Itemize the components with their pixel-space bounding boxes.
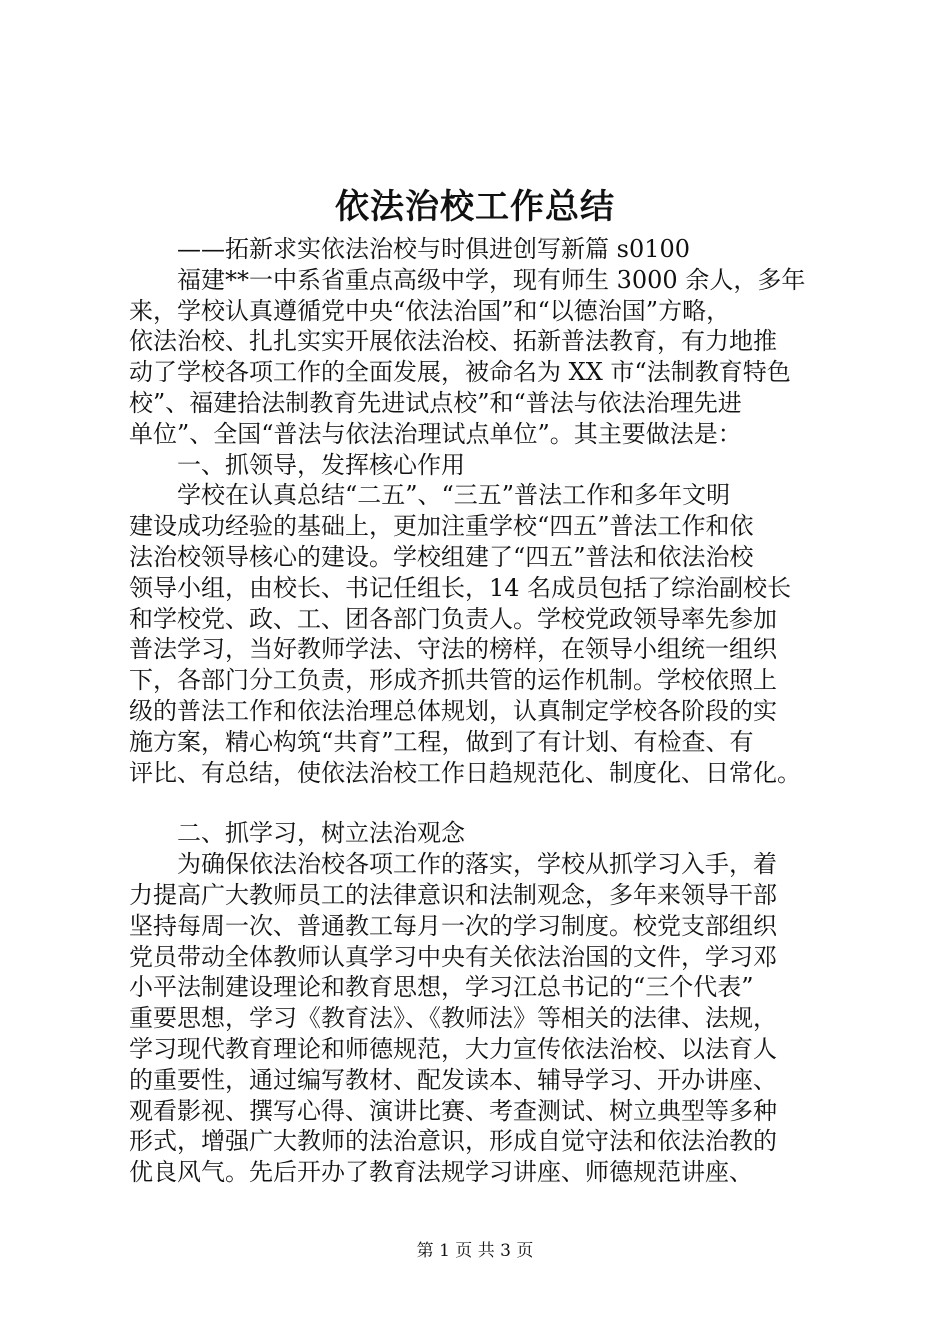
para2-line: 学校在认真总结“二五”、“三五”普法工作和多年文明 [177,481,731,510]
para3-line: 优良风气。先后开办了教育法规学习讲座、师德规范讲座、 [129,1158,753,1187]
para1-line: 单位”、全国“普法与依法治理试点单位”。其主要做法是： [129,419,742,448]
section-heading-1: 一、抓领导，发挥核心作用 [177,450,465,479]
para3-line: 观看影视、撰写心得、演讲比赛、考查测试、树立典型等多种 [129,1096,777,1125]
document-body [129,234,841,1188]
para1-line: 校”、福建拾法制教育先进试点校”和“普法与依法治理先进 [129,388,742,417]
para2-line: 法治校领导核心的建设。学校组建了“四五”普法和依法治校 [129,542,754,571]
para2-line: 下，各部门分工负责，形成齐抓共管的运作机制。学校依照上 [129,666,777,695]
para2-line: 级的普法工作和依法治理总体规划，认真制定学校各阶段的实 [129,696,777,725]
document-title: 依法治校工作总结 [335,187,615,227]
para1-line: 动了学校各项工作的全面发展，被命名为 XX 市“法制教育特色 [129,358,791,387]
para3-line: 形式，增强广大教师的法治意识，形成自觉守法和依法治教的 [129,1127,777,1156]
para1-line: 依法治校、扎扎实实开展依法治校、拓新普法教育，有力地推 [129,327,777,356]
para3-line: 重要思想，学习《教育法》、《教师法》等相关的法律、法规， [129,1004,777,1033]
section-heading-2: 二、抓学习，树立法治观念 [177,819,465,848]
para3-line: 的重要性，通过编写教材、配发读本、辅导学习、开办讲座、 [129,1065,777,1094]
para2-line: 和学校党、政、工、团各部门负责人。学校党政领导率先参加 [129,604,777,633]
para2-line: 施方案，精心构筑“共育”工程，做到了有计划、有检查、有 [129,727,754,756]
para2-line: 建设成功经验的基础上，更加注重学校“四五”普法工作和依 [129,512,754,541]
paragraph-gap [129,788,841,818]
para3-line: 为确保依法治校各项工作的落实，学校从抓学习入手，着 [177,850,777,879]
page-footer: 第 1 页 共 3 页 [416,1241,534,1261]
subtitle: ——拓新求实依法治校与时俱进创写新篇 s0100 [177,235,691,263]
para1-line: 福建**一中系省重点高级中学，现有师生 3000 余人，多年 [177,265,806,294]
para2-line: 领导小组，由校长、书记任组长，14 名成员包括了综治副校长 [129,573,792,602]
para1-line: 来，学校认真遵循党中央“依法治国”和“以德治国”方略， [129,296,731,325]
para2-line: 普法学习，当好教师学法、守法的榜样，在领导小组统一组织 [129,635,777,664]
para3-line: 小平法制建设理论和教育思想，学习江总书记的“三个代表” [129,973,754,1002]
para3-line: 学习现代教育理论和师德规范，大力宣传依法治校、以法育人 [129,1034,777,1063]
para3-line: 力提高广大教师员工的法律意识和法制观念，多年来领导干部 [129,880,777,909]
para2-line: 评比、有总结，使依法治校工作日趋规范化、制度化、日常化。 [129,758,801,787]
para3-line: 党员带动全体教师认真学习中央有关依法治国的文件，学习邓 [129,942,777,971]
para3-line: 坚持每周一次、普通教工每月一次的学习制度。校党支部组织 [129,911,777,940]
